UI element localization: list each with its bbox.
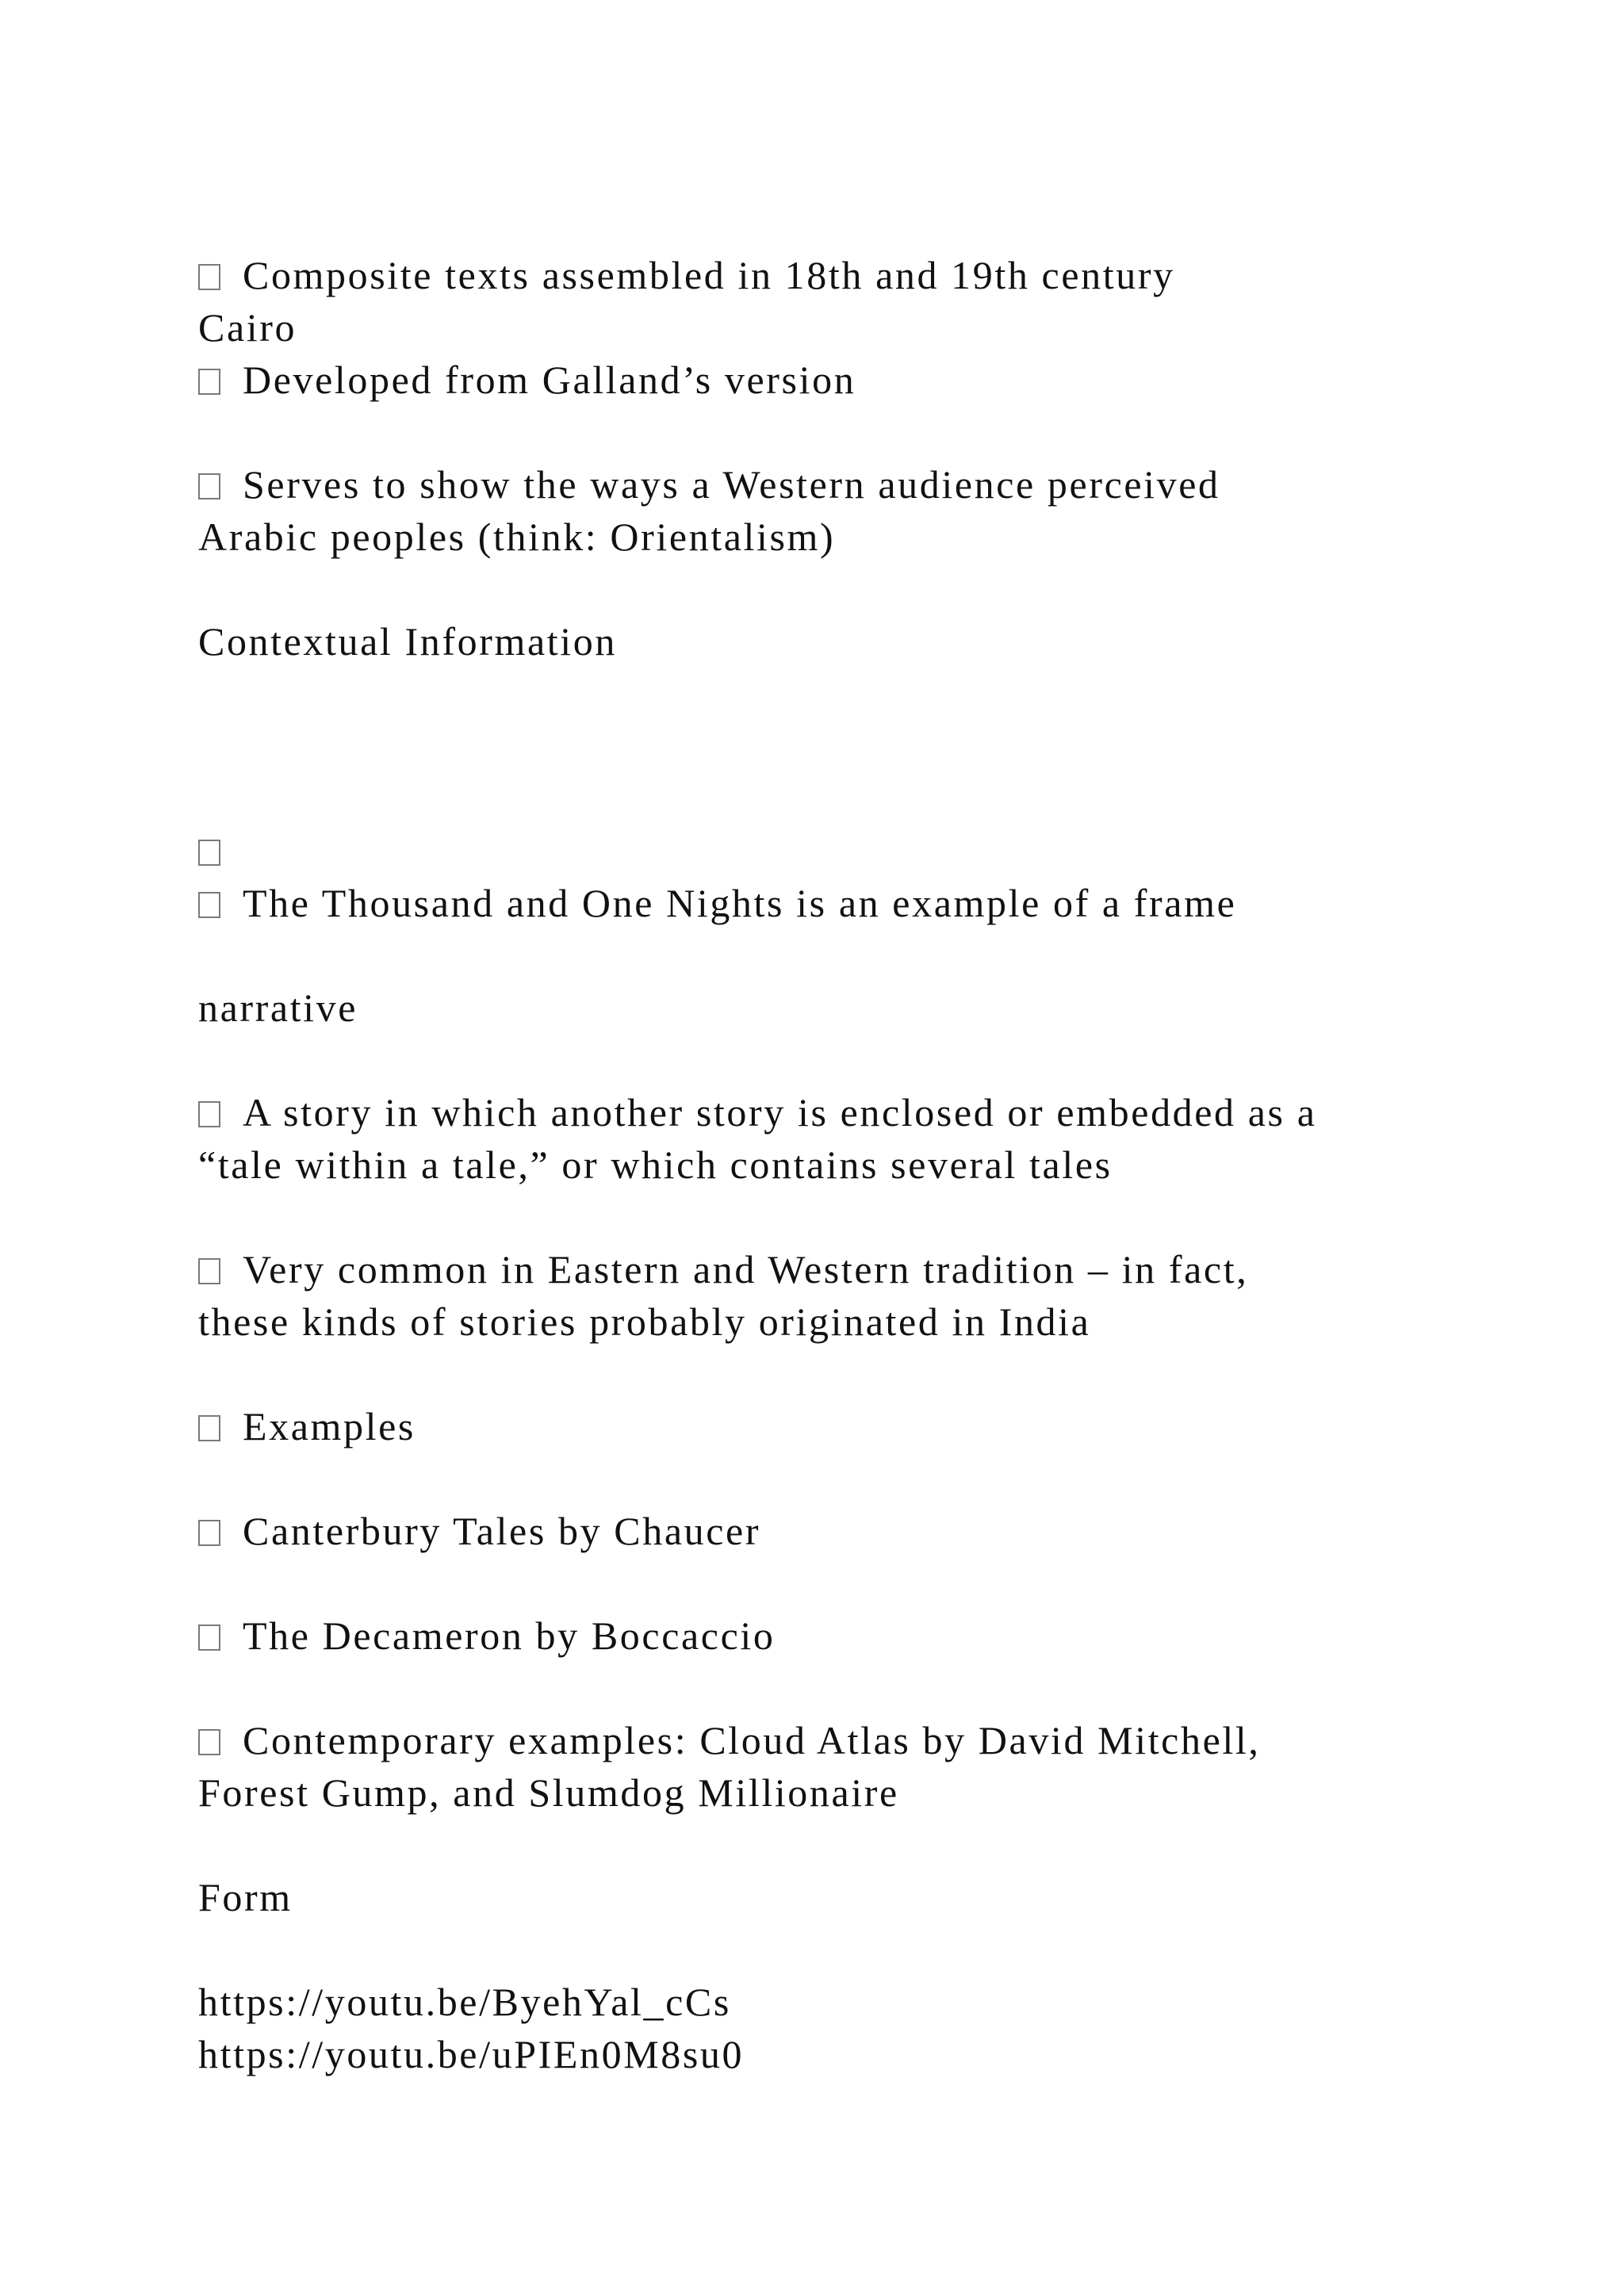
missing-glyph-icon (198, 1258, 220, 1284)
url-line (198, 2028, 744, 2080)
bullet-text: The Decameron by Boccaccio (243, 1613, 776, 1658)
continuation-line (198, 1295, 1090, 1348)
continuation-line (198, 1766, 899, 1819)
continuation-line (198, 982, 358, 1034)
missing-glyph-icon (198, 1624, 220, 1651)
bullet-text: A story in which another story is enclosed or embedded as a (243, 1090, 1317, 1135)
section-heading (198, 1871, 293, 1923)
missing-glyph-icon (198, 369, 220, 395)
bullet-text: Composite texts assembled in 18th and 19th century (243, 253, 1175, 297)
missing-glyph-icon (198, 1101, 220, 1127)
empty-bullet-line (198, 825, 243, 877)
line-text: “tale within a tale,” or which contains several tales (198, 1142, 1113, 1187)
url-text: https://youtu.be/uPIEn0M8su0 (198, 2032, 745, 2076)
section-heading (198, 615, 617, 668)
bullet-line (198, 249, 1175, 301)
heading-text: Contextual Information (198, 619, 617, 664)
bullet-line (198, 1609, 775, 1662)
heading-text: Form (198, 1875, 293, 1919)
bullet-text: Contemporary examples: Cloud Atlas by David Mitchell, (243, 1718, 1261, 1762)
continuation-line (198, 511, 835, 563)
line-text: Arabic peoples (think: Orientalism) (198, 515, 836, 559)
missing-glyph-icon (198, 840, 220, 866)
bullet-text: The Thousand and One Nights is an example of a frame (243, 881, 1237, 925)
line-text: Forest Gump, and Slumdog Millionaire (198, 1770, 899, 1815)
missing-glyph-icon (198, 1415, 220, 1441)
line-text: narrative (198, 985, 358, 1030)
url-text: https://youtu.be/ByehYal_cCs (198, 1980, 731, 2024)
continuation-line (198, 301, 297, 354)
bullet-text: Examples (243, 1404, 416, 1448)
line-text: these kinds of stories probably originated in India (198, 1299, 1091, 1344)
missing-glyph-icon (198, 892, 220, 918)
url-line (198, 1976, 731, 2028)
bullet-line (198, 354, 856, 406)
bullet-line (198, 1243, 1248, 1295)
bullet-line (198, 1400, 416, 1452)
bullet-text: Canterbury Tales by Chaucer (243, 1509, 761, 1553)
bullet-line (198, 1086, 1317, 1138)
missing-glyph-icon (198, 1729, 220, 1755)
bullet-line (198, 1505, 760, 1557)
missing-glyph-icon (198, 473, 220, 499)
bullet-text: Serves to show the ways a Western audience perceived (243, 462, 1220, 507)
bullet-line (198, 1714, 1260, 1766)
bullet-text: Developed from Galland’s version (243, 358, 856, 402)
missing-glyph-icon (198, 264, 220, 290)
line-text: Cairo (198, 305, 297, 350)
bullet-line (198, 877, 1236, 929)
missing-glyph-icon (198, 1520, 220, 1546)
bullet-line (198, 458, 1220, 511)
continuation-line (198, 1138, 1113, 1191)
bullet-text: Very common in Eastern and Western tradition – in fact, (243, 1247, 1249, 1292)
